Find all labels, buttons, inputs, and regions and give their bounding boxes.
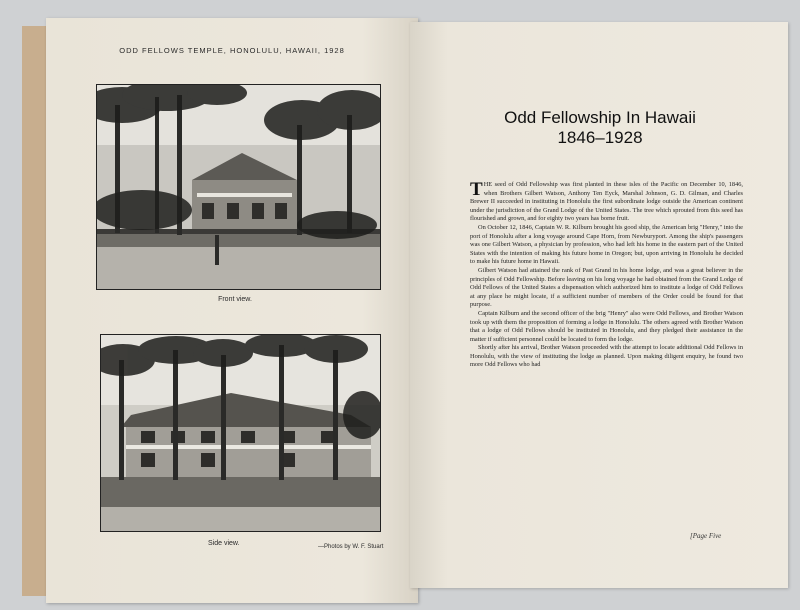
article-title bbox=[430, 108, 770, 148]
paragraph-3: Gilbert Watson had attained the rank of Past Grand in his home lodge, and was a great believer in the principles of Odd Fellowship. Before leaving on his long voyage he had obtained from the Grand Lodge of Odd Fellows of the United States a dispensation which authorized him to institute a lodge of Odd Fellows at any place he might locate, if a sufficient number of members of the Order could be found for that purpose. bbox=[470, 266, 743, 309]
title-line-1: Odd Fellowship In Hawaii bbox=[504, 108, 696, 127]
title-line-2: 1846–1928 bbox=[557, 128, 643, 147]
page-number: [Page Five bbox=[690, 532, 722, 540]
side-view-caption: Side view. bbox=[208, 540, 240, 547]
paragraph-5: Shortly after his arrival, Brother Watson proceeded with the attempt to locate additional Odd Fellows in Honolulu, with the view of instituting the lodge as planned. Upon making diligent enquiry, he found two more Odd Fellows who had bbox=[470, 344, 743, 369]
side-view-photo bbox=[100, 334, 381, 532]
paragraph-4: Captain Kilburn and the second officer of the brig "Henry" also were Odd Fellows, and Brother Watson took up with them the proposition of forming a lodge in Honolulu. The others agreed with Brother Watson that a lodge of Odd Fellows should be instituted in Honolulu, and they pledged their assistance in the matter if sufficient personnel could be located to form the lodge. bbox=[470, 309, 743, 343]
running-head: ODD FELLOWS TEMPLE, HONOLULU, HAWAII, 1928 bbox=[119, 46, 345, 55]
front-view-caption: Front view. bbox=[218, 296, 252, 303]
drop-cap: T bbox=[470, 179, 483, 200]
front-view-photo bbox=[96, 84, 381, 290]
paragraph-2: On October 12, 1846, Captain W. R. Kilburn brought his good ship, the American brig "Henry," into the port of Honolulu after a long voyage around Cape Horn, from Newburyport. Among the ship's passengers was one Gilbert Watson, a physician by profession, who had left his home in the eastern part of the United States with the intention of making his future home in Oregon; but, upon arriving in Honolulu he decided to make his future home in Hawaii. bbox=[470, 223, 743, 266]
paragraph-1: THE seed of Odd Fellowship was first planted in these isles of the Pacific on December 10, 1846, when Brothers Gilbert Watson, Anthony Ten Eyck, Marshal Johnson, G. D. Gilman, and Charles Brewer II succeeded in instituting in Honolulu the first subordinate lodge outside the American continent under the jurisdiction of the Grand Lodge of the United States. The tree which sprouted from this seed has flourished and grown, and for eighty two years has borne fruit. bbox=[470, 179, 743, 223]
article-body bbox=[470, 181, 743, 370]
photo-credit: —Photos by W. F. Stuart bbox=[318, 544, 384, 550]
